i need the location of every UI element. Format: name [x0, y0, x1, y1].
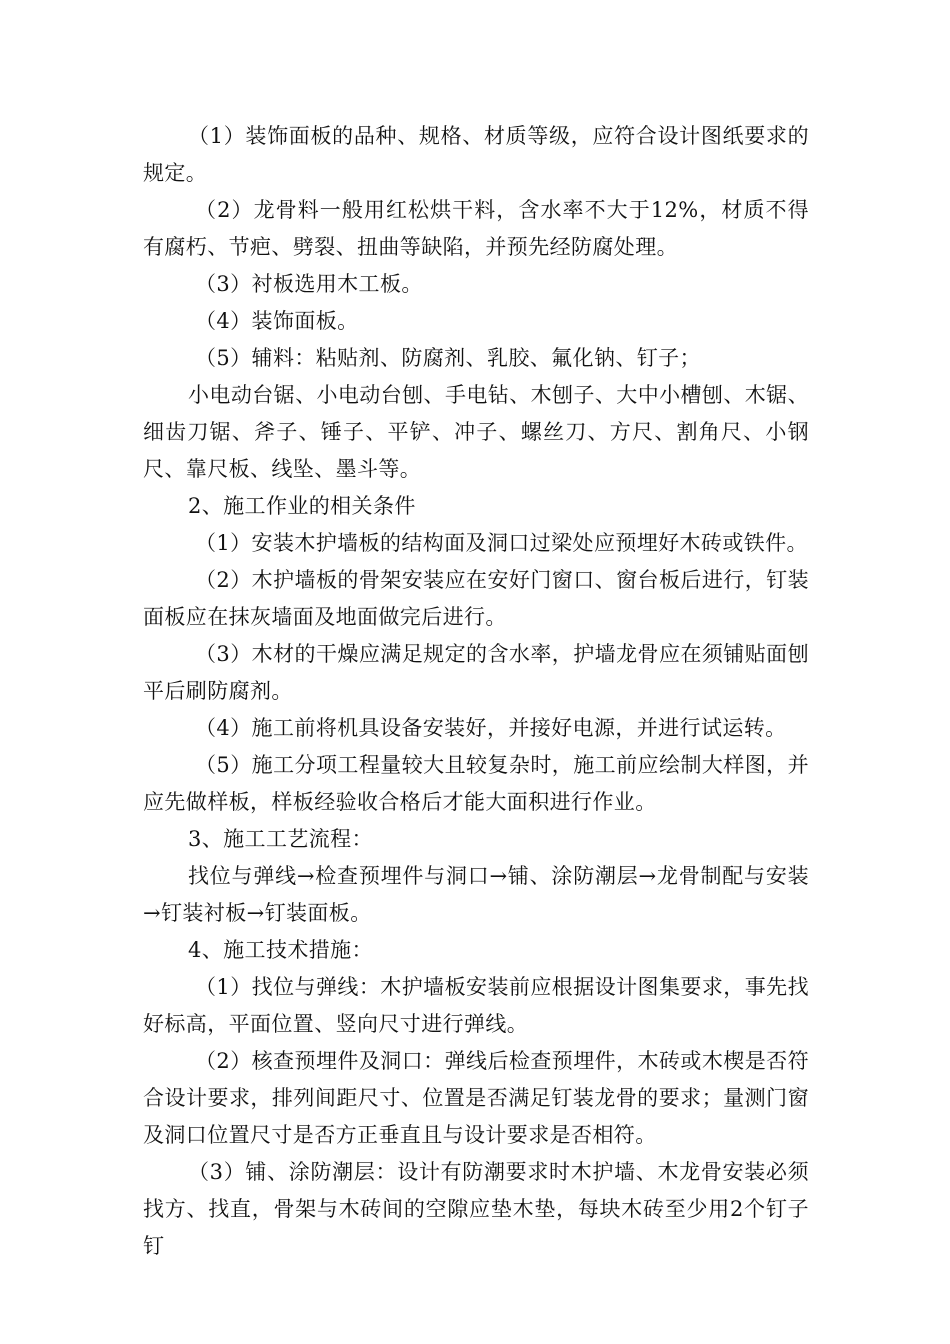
paragraph-measure-3: （3）铺、涂防潮层：设计有防潮要求时木护墙、木龙骨安装必须找方、找直，骨架与木砖间的空隙应垫木垫，每块木砖至少用2个钉子钉 [143, 1160, 809, 1258]
paragraph-measure-2: （2）核查预埋件及洞口：弹线后检查预埋件，木砖或木楔是否符合设计要求，排列间距尺寸、位置是否满足钉装龙骨的要求；量测门窗及洞口位置尺寸是否方正垂直且与设计要求是否相符。 [143, 1049, 809, 1147]
paragraph-condition-3: （3）木材的干燥应满足规定的含水率，护墙龙骨应在须铺贴面刨平后刷防腐剂。 [143, 642, 809, 703]
paragraph-condition-4: （4）施工前将机具设备安装好，并接好电源，并进行试运转。 [195, 716, 787, 740]
heading-section-2: 2、施工作业的相关条件 [188, 494, 416, 518]
paragraph-material-3: （3）衬板选用木工板。 [195, 272, 423, 296]
paragraph-material-5: （5）辅料：粘贴剂、防腐剂、乳胶、氟化钠、钉子； [195, 346, 701, 370]
paragraph-material-2: （2）龙骨料一般用红松烘干料，含水率不大于12%，材质不得有腐朽、节疤、劈裂、扭曲等缺陷，并预先经防腐处理。 [143, 198, 809, 259]
paragraph-measure-1: （1）找位与弹线：木护墙板安装前应根据设计图集要求，事先找好标高，平面位置、竖向尺寸进行弹线。 [143, 975, 809, 1036]
paragraph-process-flow: 找位与弹线→检查预埋件与洞口→铺、涂防潮层→龙骨制配与安装→钉装衬板→钉装面板。 [143, 864, 809, 925]
paragraph-condition-1: （1）安装木护墙板的结构面及洞口过梁处应预埋好木砖或铁件。 [195, 531, 808, 555]
paragraph-tools: 小电动台锯、小电动台刨、手电钻、木刨子、大中小槽刨、木锯、细齿刀锯、斧子、锤子、平铲、冲子、螺丝刀、方尺、割角尺、小钢尺、靠尺板、线坠、墨斗等。 [143, 383, 809, 481]
paragraph-condition-5: （5）施工分项工程量较大且较复杂时，施工前应绘制大样图，并应先做样板，样板经验收合格后才能大面积进行作业。 [143, 753, 809, 814]
heading-section-4: 4、施工技术措施： [188, 938, 373, 962]
paragraph-condition-2: （2）木护墙板的骨架安装应在安好门窗口、窗台板后进行，钉装面板应在抹灰墙面及地面做完后进行。 [143, 568, 809, 629]
heading-section-3: 3、施工工艺流程： [188, 827, 373, 851]
paragraph-material-4: （4）装饰面板。 [195, 309, 359, 333]
document-page [143, 118, 809, 1265]
paragraph-material-1: （1）装饰面板的品种、规格、材质等级，应符合设计图纸要求的规定。 [143, 124, 809, 185]
